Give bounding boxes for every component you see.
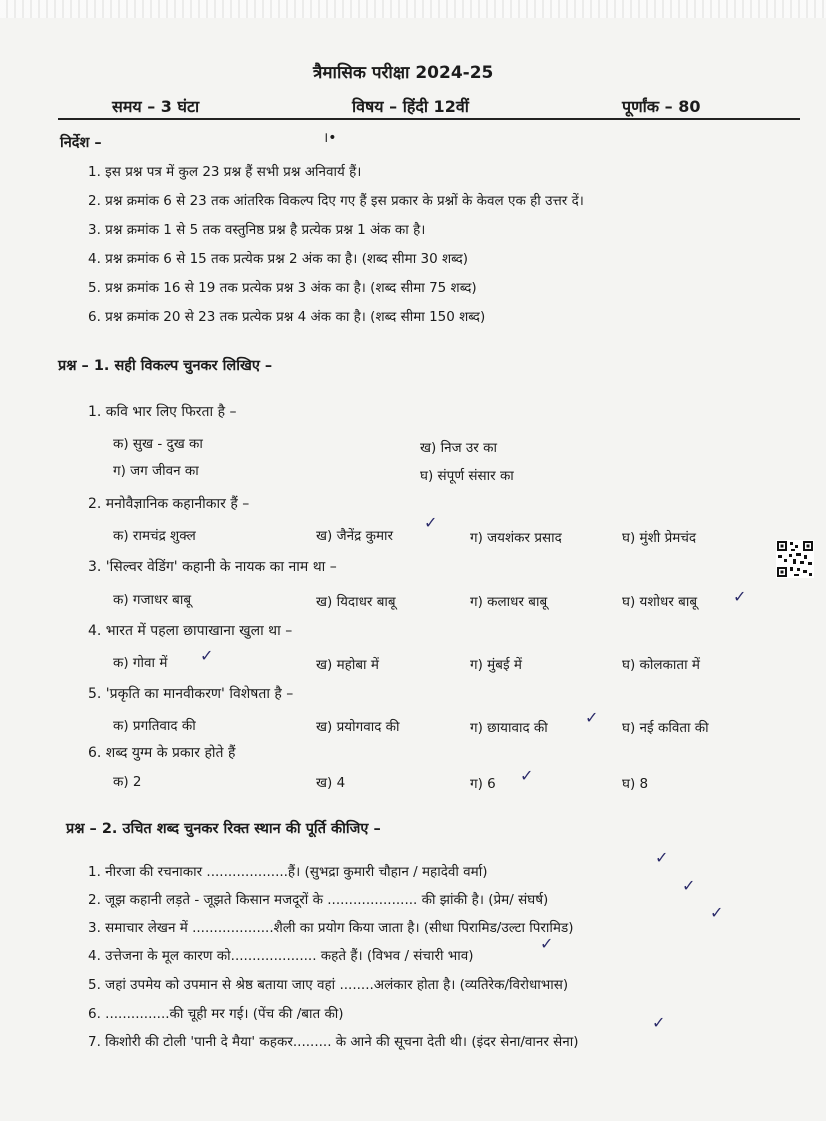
mcq-question: 4. भारत में पहला छापाखाना खुला था – (88, 623, 293, 639)
mcq-option: ख) निज उर का (420, 440, 497, 456)
qr-code (776, 540, 814, 578)
mcq-option: घ) संपूर्ण संसार का (420, 468, 514, 484)
checkmark-icon: ✓ (710, 903, 724, 922)
checkmark-icon: ✓ (585, 708, 599, 727)
checkmark-icon: ✓ (655, 848, 669, 867)
checkmark-icon: ✓ (424, 513, 438, 532)
exam-subject: विषय – हिंदी 12वीं (352, 97, 469, 116)
mcq-question: 1. कवि भार लिए फिरता है – (88, 404, 237, 420)
mcq-option: घ) नई कविता की (622, 720, 709, 736)
checkmark-icon: ✓ (652, 1013, 666, 1032)
mcq-option: ग) 6 (470, 776, 496, 792)
mcq-option: ग) मुंबई में (470, 657, 522, 673)
mcq-question: 3. 'सिल्वर वेडिंग' कहानी के नायक का नाम था – (88, 559, 337, 575)
mcq-option: घ) मुंशी प्रेमचंद (622, 530, 697, 546)
fill-blank-item: 5. जहां उपमेय को उपमान से श्रेष्ठ बताया जाए वहां ........अलंकार होता है। (व्यतिरेक/विरोधाभास) (88, 977, 569, 993)
header-divider (58, 118, 800, 120)
q1-heading: प्रश्न – 1. सही विकल्प चुनकर लिखिए – (58, 358, 273, 374)
fill-blank-item: 2. जूझ कहानी लड़ते - जूझते किसान मजदूरों के ..................... की झांकी है। (प्रेम/ संघर्ष) (88, 892, 549, 908)
fill-blank-item: 7. किशोरी की टोली 'पानी दे मैया' कहकर......... के आने की सूचना देती थी। (इंदर सेना/वानर सेना) (88, 1034, 579, 1050)
mcq-option: ख) यिदाधर बाबू (316, 594, 396, 610)
mcq-option: ग) जयशंकर प्रसाद (470, 530, 562, 546)
mcq-question: 6. शब्द युग्म के प्रकार होते हैं (88, 745, 236, 761)
q2-heading: प्रश्न – 2. उचित शब्द चुनकर रिक्त स्थान की पूर्ति कीजिए – (66, 821, 381, 837)
stray-mark: ।• (323, 130, 337, 146)
fill-blank-item: 1. नीरजा की रचनाकार ...................हैं। (सुभद्रा कुमारी चौहान / महादेवी वर्मा) (88, 864, 488, 880)
instruction-item: 1. इस प्रश्न पत्र में कुल 23 प्रश्न हैं सभी प्रश्न अनिवार्य हैं। (88, 164, 362, 180)
mcq-option: ख) प्रयोगवाद की (316, 719, 400, 735)
mcq-option: घ) यशोधर बाबू (622, 594, 698, 610)
mcq-option: क) प्रगतिवाद की (113, 718, 196, 734)
mcq-option: ग) जग जीवन का (113, 463, 199, 479)
mcq-option: क) गोवा में (113, 655, 168, 671)
exam-time: समय – 3 घंटा (112, 97, 200, 116)
mcq-option: क) 2 (113, 774, 142, 790)
mcq-question: 2. मनोवैज्ञानिक कहानीकार हैं – (88, 496, 250, 512)
exam-marks: पूर्णांक – 80 (622, 97, 701, 116)
fill-blank-item: 3. समाचार लेखन में ...................शैली का प्रयोग किया जाता है। (सीधा पिरामिड/उल्टा पिरामिड) (88, 920, 574, 936)
instruction-item: 2. प्रश्न क्रमांक 6 से 23 तक आंतरिक विकल्प दिए गए हैं इस प्रकार के प्रश्नों के केवल एक ही उत्तर दें। (88, 193, 584, 209)
instruction-item: 6. प्रश्न क्रमांक 20 से 23 तक प्रत्येक प्रश्न 4 अंक का है। (शब्द सीमा 150 शब्द) (88, 309, 486, 325)
checkmark-icon: ✓ (540, 934, 554, 953)
checkmark-icon: ✓ (682, 876, 696, 895)
mcq-option: क) सुख - दुख का (113, 436, 203, 452)
instruction-item: 5. प्रश्न क्रमांक 16 से 19 तक प्रत्येक प्रश्न 3 अंक का है। (शब्द सीमा 75 शब्द) (88, 280, 477, 296)
mcq-option: क) रामचंद्र शुक्ल (113, 528, 196, 544)
instructions-heading: निर्देश – (60, 135, 102, 151)
exam-title: त्रैमासिक परीक्षा 2024-25 (313, 63, 494, 83)
mcq-option: ग) छायावाद की (470, 720, 548, 736)
mcq-option: क) गजाधर बाबू (113, 592, 192, 608)
checkmark-icon: ✓ (200, 646, 214, 665)
scan-noise-strip (0, 0, 826, 18)
instruction-item: 3. प्रश्न क्रमांक 1 से 5 तक वस्तुनिष्ठ प्रश्न है प्रत्येक प्रश्न 1 अंक का है। (88, 222, 426, 238)
fill-blank-item: 6. ...............की चूही मर गई। (पेंच की /बात की) (88, 1006, 344, 1022)
checkmark-icon: ✓ (520, 766, 534, 785)
mcq-question: 5. 'प्रकृति का मानवीकरण' विशेषता है – (88, 686, 294, 702)
mcq-option: ख) महोबा में (316, 657, 379, 673)
mcq-option: घ) कोलकाता में (622, 657, 700, 673)
checkmark-icon: ✓ (733, 587, 747, 606)
mcq-option: ग) कलाधर बाबू (470, 594, 548, 610)
instruction-item: 4. प्रश्न क्रमांक 6 से 15 तक प्रत्येक प्रश्न 2 अंक का है। (शब्द सीमा 30 शब्द) (88, 251, 469, 267)
mcq-option: घ) 8 (622, 776, 649, 792)
mcq-option: ख) जैनेंद्र कुमार (316, 528, 394, 544)
mcq-option: ख) 4 (316, 775, 346, 791)
fill-blank-item: 4. उत्तेजना के मूल कारण को.................... कहते हैं। (विभव / संचारी भाव) (88, 948, 474, 964)
